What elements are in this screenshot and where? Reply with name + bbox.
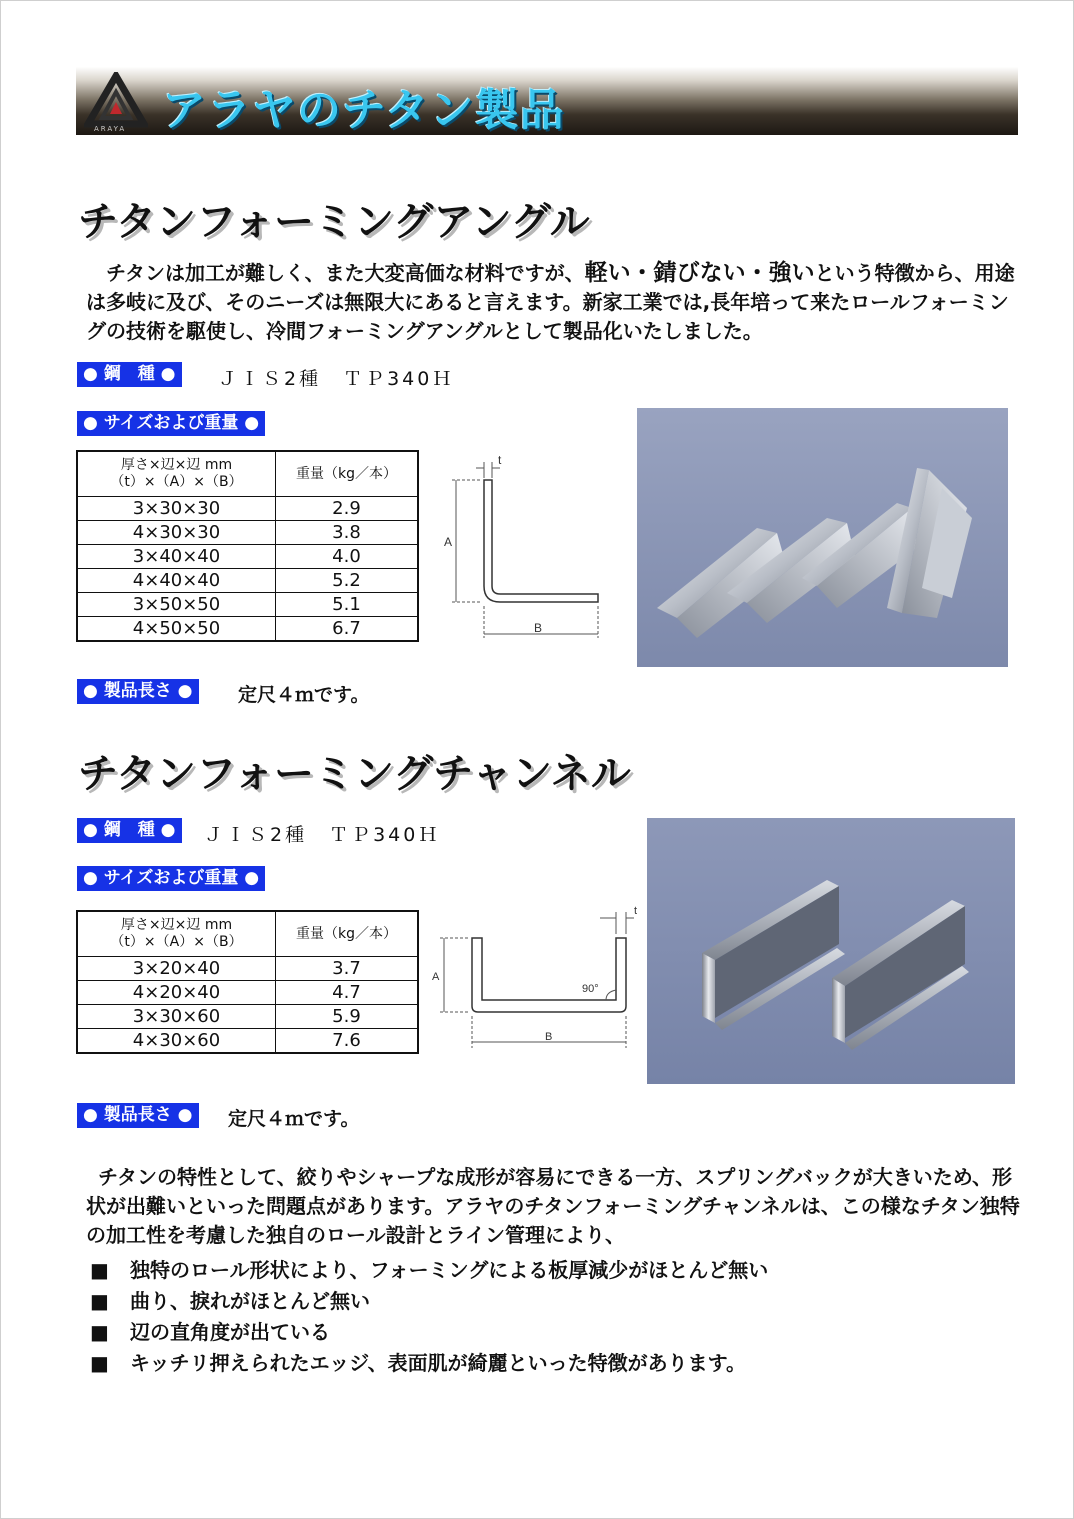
angle-grade-tag: ● 鋼 種 ● (77, 362, 182, 387)
weight-cell: 4.7 (276, 981, 419, 1005)
table-row (77, 569, 418, 593)
header-size-line1: 厚さ×辺×辺 mm (120, 457, 233, 473)
header-size (77, 451, 276, 497)
weight-cell: 4.0 (276, 545, 419, 569)
angle-diagram (440, 448, 610, 648)
header-weight: 重量（kg／本） (276, 911, 419, 957)
label-a: A (432, 971, 440, 983)
bullet-text: 辺の直角度が出ている (130, 1320, 330, 1344)
table-row (77, 521, 418, 545)
channel-grade-value: ＪＩＳ2種 ＴＰ340Ｈ (204, 824, 441, 846)
channel-product-photo (647, 818, 1015, 1084)
list-item (90, 1316, 330, 1345)
label-b: B (545, 1031, 553, 1043)
channel-size-tag: ● サイズおよび重量 ● (77, 866, 265, 891)
table-row (77, 1029, 418, 1054)
table-header-row (77, 911, 418, 957)
weight-cell: 5.9 (276, 1005, 419, 1029)
size-cell: 3×50×50 (77, 593, 276, 617)
table-row (77, 981, 418, 1005)
angle-section-title: チタンフォーミングアングル (78, 199, 590, 245)
size-cell: 4×40×40 (77, 569, 276, 593)
bullet-mark: ■ (90, 1351, 109, 1375)
angle-length-tag: ● 製品長さ ● (77, 679, 199, 704)
bullet-text: 独特のロール形状により、フォーミングによる板厚減少がほとんど無い (130, 1258, 769, 1282)
channel-length-tag: ● 製品長さ ● (77, 1103, 199, 1128)
bullet-text: 曲り、捩れがほとんど無い (130, 1289, 370, 1313)
angle-intro-emphasis: 軽い・錆びない・強い (584, 260, 815, 286)
header-size-line2: （t）×（A）×（B） (110, 934, 243, 950)
list-item (90, 1285, 370, 1314)
size-cell: 4×50×50 (77, 617, 276, 642)
weight-cell: 2.9 (276, 497, 419, 521)
weight-cell: 3.8 (276, 521, 419, 545)
table-row (77, 957, 418, 981)
channel-outro: チタンの特性として、絞りやシャープな成形が容易にできる一方、スプリングバックが大きいため、形状が出難いといった問題点があります。アラヤのチタンフォーミングチャンネルは、この様なチタン独特の加工性を考慮した独自のロール設計とライン管理により、 (86, 1165, 1020, 1247)
bullet-text: キッチリ押えられたエッジ、表面肌が綺麗といった特徴があります。 (130, 1351, 746, 1375)
size-cell: 3×40×40 (77, 545, 276, 569)
list-item (90, 1347, 746, 1376)
list-item (90, 1254, 768, 1283)
angle-length-value: 定尺４ｍです。 (238, 684, 370, 706)
banner-title: アラヤのチタン製品 (162, 85, 565, 136)
header-weight: 重量（kg／本） (276, 451, 419, 497)
angle-size-tag: ● サイズおよび重量 ● (77, 411, 265, 436)
table-row (77, 617, 418, 642)
channel-length-value: 定尺４ｍです。 (228, 1108, 360, 1130)
header-size-line1: 厚さ×辺×辺 mm (120, 917, 233, 933)
size-cell: 3×30×30 (77, 497, 276, 521)
angle-intro-part2: という特徴から、用途は多岐に及び、そのニーズは無限大にあると言えます。新家工業では,長年培って来たロールフォーミングの技術を駆使し、冷間フォーミングアングルとして製品化いたしました。 (86, 261, 1015, 343)
header-size (77, 911, 276, 957)
angle-intro (86, 259, 1020, 346)
table-header-row (77, 451, 418, 497)
label-b: B (534, 621, 543, 635)
bullet-mark: ■ (90, 1258, 109, 1282)
weight-cell: 3.7 (276, 957, 419, 981)
channel-spec-table (76, 910, 419, 1054)
size-cell: 4×20×40 (77, 981, 276, 1005)
weight-cell: 5.1 (276, 593, 419, 617)
label-t: t (634, 905, 638, 917)
channel-diagram (430, 900, 640, 1060)
size-cell: 3×20×40 (77, 957, 276, 981)
angle-grade-value: ＪＩＳ2種 ＴＰ340Ｈ (218, 368, 455, 390)
weight-cell: 7.6 (276, 1029, 419, 1054)
bullet-mark: ■ (90, 1289, 109, 1313)
weight-cell: 6.7 (276, 617, 419, 642)
angle-spec-table (76, 450, 419, 642)
size-cell: 4×30×60 (77, 1029, 276, 1054)
table-row (77, 497, 418, 521)
weight-cell: 5.2 (276, 569, 419, 593)
label-a: A (444, 535, 453, 549)
angle-intro-part1: チタンは加工が難しく、また大変高価な材料ですが、 (106, 261, 585, 285)
angle-product-photo (637, 408, 1008, 667)
size-cell: 3×30×60 (77, 1005, 276, 1029)
size-cell: 4×30×30 (77, 521, 276, 545)
table-row (77, 1005, 418, 1029)
logo-caption: ARAYA (94, 125, 127, 133)
header-size-line2: （t）×（A）×（B） (110, 474, 243, 490)
label-t: t (498, 453, 502, 467)
bullet-mark: ■ (90, 1320, 109, 1344)
channel-section-title: チタンフォーミングチャンネル (78, 751, 631, 797)
table-row (77, 545, 418, 569)
channel-grade-tag: ● 鋼 種 ● (77, 818, 182, 843)
label-angle: 90° (582, 983, 599, 995)
table-row (77, 593, 418, 617)
